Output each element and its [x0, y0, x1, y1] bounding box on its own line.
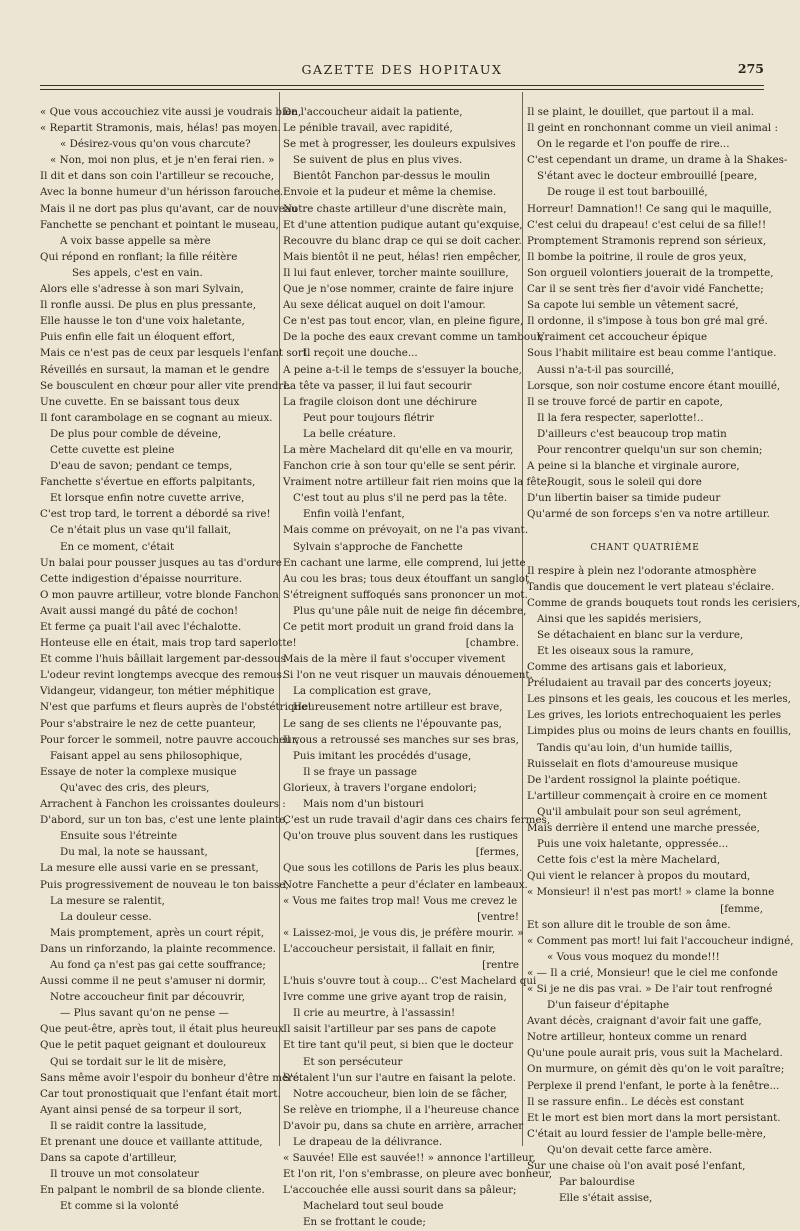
verse-line: — Plus savant qu'on ne pense — [60, 1007, 229, 1020]
verse-line: Mais il ne dort pas plus qu'avant, car de nouveau [40, 202, 298, 215]
verse-line: Peut pour toujours flétrir [303, 411, 434, 424]
verse-line: Fanchette se penchant et pointant le museau, [40, 218, 279, 231]
verse-line: Tandis que doucement le vert plateau s'éclaire. [527, 580, 775, 593]
verse-line: C'était au lourd fessier de l'ample belle-mère, [527, 1127, 767, 1140]
verse-line: Le pénible travail, avec rapidité, [283, 122, 453, 135]
verse-line: Vraiment cet accoucheur épique [537, 331, 708, 344]
verse-line: Ce petit mort produit un grand froid dans la [283, 621, 514, 633]
verse-line: Il crie au meurtre, à l'assassin! [293, 1007, 456, 1020]
running-title: GAZETTE DES HOPITAUX [301, 62, 503, 77]
verse-line: Réveillés en sursaut, la maman et le gendre [40, 363, 270, 376]
verse-line: L'accoucheur persistait, il fallait en finir, [283, 942, 496, 955]
spacer [527, 522, 763, 530]
verse-line: Heureusement notre artilleur est brave, [293, 701, 503, 714]
verse-line: Il se fraye un passage [303, 765, 417, 778]
verse-line: Dans un rinforzando, la plainte recommence. [40, 942, 276, 955]
verse-line: Il respire à plein nez l'odorante atmosphère [527, 564, 757, 577]
verse-line: Il se plaint, le douillet, que partout il a mal. [527, 106, 755, 118]
verse-line: N'est que parfums et fleurs auprès de l'obstétrique! [40, 701, 312, 714]
verse-line: Dans sa capote d'artilleur, [40, 1152, 177, 1165]
verse-line: Limpides plus ou moins de leurs chants en fouillis, [527, 725, 792, 738]
verse-line: Il la fera respecter, saperlotte!.. [537, 411, 704, 424]
verse-line: De la poche des eaux crevant comme un tambour, [283, 331, 544, 344]
verse-line: « Monsieur! il n'est pas mort! » clame la bonne [527, 886, 775, 899]
verse-line: « Que vous accouchiez vite aussi je voudrais bien, [40, 106, 302, 118]
verse-line: Car tout pronostiquait que l'enfant était mort. [40, 1087, 281, 1100]
verse-line: Plus qu'une pâle nuit de neige fin décembre, [293, 604, 527, 617]
verse-line: La fragile cloison dont une déchirure [283, 395, 478, 408]
verse-line: [rentre [482, 958, 519, 971]
verse-line: Et son persécuteur [303, 1055, 403, 1068]
verse-line: L'odeur revint longtemps avecque des remous. [40, 669, 286, 682]
verse-line: D'avoir pu, dans sa chute en arrière, arracher [283, 1119, 524, 1132]
verse-line: Il trouve un mot consolateur [50, 1168, 199, 1181]
verse-line: C'est celui du drapeau! c'est celui de sa fille!! [527, 218, 767, 231]
verse-line: Horreur! Damnation!! Ce sang qui le maquille, [527, 202, 772, 215]
verse-line: Ivre comme une grive ayant trop de raisin, [283, 991, 507, 1004]
verse-line: Qui se tordait sur le lit de misère, [50, 1055, 227, 1068]
verse-line: En palpant le nombril de sa blonde cliente. [40, 1184, 265, 1197]
verse-line: « Vous vous moquez du monde!!! [547, 950, 720, 963]
verse-line: Vraiment notre artilleur fait rien moins que la fête, [283, 476, 550, 489]
verse-line: Que peut-être, après tout, il était plus heureux [40, 1023, 284, 1036]
verse-line: On le regarde et l'on pouffe de rire... [537, 138, 730, 151]
verse-line: Que sous les cotillons de Paris les plus beaux. [283, 862, 523, 875]
verse-line: « Laissez-moi, je vous dis, je préfère mourir. » [283, 926, 524, 939]
verse-line: « Vous me faites trop mal! Vous me crevez le [283, 894, 518, 907]
verse-line: Recouvre du blanc drap ce qui se doit cacher. [283, 234, 522, 247]
verse-line: Au cou les bras; tous deux étouffant un sanglot [283, 572, 530, 585]
verse-line: Et les oiseaux sous la ramure, [537, 645, 694, 657]
verse-line: L'artilleur commençait à croire en ce moment [527, 789, 768, 802]
text-column-middle [283, 104, 553, 1231]
verse-line: Pour forcer le sommeil, notre pauvre accoucheur, [40, 733, 299, 746]
verse-line: De l'accoucheur aidait la patiente, [283, 106, 463, 118]
verse-line: Il ordonne, il s'impose à tous bon gré mal gré. [527, 315, 768, 328]
verse-line: Aussi n'a-t-il pas sourcillé, [537, 363, 675, 376]
verse-line: Mais ce n'est pas de ceux par lesquels l'enfant sort. [40, 347, 311, 360]
verse-line: Car il se sent très fier d'avoir vidé Fanchette; [527, 283, 764, 296]
verse-line: Glorieux, à travers l'organe endolori; [283, 781, 477, 794]
verse-line: Ainsi que les sapidés merisiers, [537, 612, 702, 625]
verse-line: L'accouchée elle aussi sourit dans sa pâleur; [283, 1184, 517, 1197]
verse-line: Au fond ça n'est pas gai cette souffrance; [50, 958, 266, 971]
verse-line: A voix basse appelle sa mère [60, 234, 211, 247]
page-number: 275 [737, 61, 764, 76]
verse-line: Le sang de ses clients ne l'épouvante pas, [283, 717, 502, 730]
verse-line: Il se rassure enfin.. Le décès est constant [527, 1095, 744, 1108]
verse-line: Machelard tout seul boude [303, 1200, 444, 1213]
verse-line: La belle créature. [303, 427, 396, 440]
verse-line: Qu'une poule aurait pris, vous suit la Machelard. [527, 1047, 783, 1060]
verse-line: S'étreignent suffoqués sans prononcer un mot. [283, 588, 528, 601]
verse-line: Et lorsque enfin notre cuvette arrive, [50, 492, 245, 505]
verse-line: En se frottant le coude; [303, 1216, 426, 1229]
verse-line: [chambre. [465, 637, 519, 650]
section-heading: CHANT QUATRIÈME [590, 543, 700, 554]
verse-line: D'un libertin baiser sa timide pudeur [527, 492, 721, 505]
verse-line: Notre Fanchette a peur d'éclater en lambeaux. [283, 878, 528, 891]
verse-line: On murmure, on gémit dès qu'on le voit paraître; [527, 1063, 785, 1076]
verse-line: Sylvain s'approche de Fanchette [293, 540, 463, 553]
verse-line: En cachant une larme, elle comprend, lui jette [283, 556, 526, 569]
verse-line: D'un faiseur d'épitaphe [547, 999, 670, 1012]
verse-line: Les grives, les loriots entrechoquaient les perles [527, 709, 782, 722]
text-column-left [40, 104, 312, 1214]
verse-line: C'est trop tard, le torrent a débordé sa rive! [40, 508, 271, 521]
verse-line: En ce moment, c'était [60, 540, 175, 553]
verse-line: Du mal, la note se haussant, [60, 846, 208, 859]
verse-line: Et son allure dit le trouble de son âme. [527, 918, 731, 931]
verse-line: Il reçoit une douche... [303, 347, 418, 360]
verse-line: Notre artilleur, honteux comme un renard [527, 1031, 747, 1044]
verse-line: Ses appels, c'est en vain. [72, 266, 203, 279]
verse-line: D'eau de savon; pendant ce temps, [50, 460, 233, 473]
verse-line: Ce n'était plus un vase qu'il fallait, [50, 524, 232, 537]
verse-line: Ruisselait en flots d'amoureuse musique [527, 757, 738, 770]
verse-line: Il se raidit contre la lassitude, [50, 1119, 207, 1132]
verse-line: Puis enfin elle fait un éloquent effort, [40, 331, 236, 344]
text-column-right [527, 104, 800, 1206]
verse-line: Que le petit paquet geignant et douloureux [40, 1039, 266, 1052]
verse-line: Si l'on ne veut risquer un mauvais dénouement. [283, 669, 533, 682]
verse-line: Il se trouve forcé de partir en capote, [527, 395, 723, 408]
verse-line: « Non, moi non plus, et je n'en ferai rien. » [50, 154, 275, 167]
header-rule [40, 85, 764, 86]
verse-line: Mais derrière il entend une marche pressée, [527, 822, 760, 835]
verse-line: « — Il a crié, Monsieur! que le ciel me confonde [527, 966, 778, 979]
verse-line: La douleur cesse. [60, 910, 152, 923]
verse-line: Il vous a retroussé ses manches sur ses bras, [283, 733, 519, 746]
verse-line: Il font carambolage en se cognant au mieux. [40, 411, 273, 424]
verse-line: Notre accoucheur, bien loin de se fâcher, [293, 1087, 508, 1100]
verse-line: Qu'armé de son forceps s'en va notre artilleur. [527, 508, 770, 521]
verse-line: Par balourdise [559, 1176, 635, 1189]
verse-line: Cette indigestion d'épaisse nourriture. [40, 572, 243, 585]
verse-line: Il saisit l'artilleur par ses pans de capote [283, 1023, 497, 1036]
verse-line: D'ailleurs c'est beaucoup trop matin [537, 427, 727, 440]
verse-line: Un balai pour pousser jusques au tas d'ordure [40, 556, 282, 569]
verse-line: Ayant ainsi pensé de sa torpeur il sort, [40, 1103, 243, 1116]
verse-line: C'est un rude travail d'agir dans ces chairs fermes, [283, 814, 551, 827]
verse-line: L'huis s'ouvre tout à coup... C'est Machelard qui [283, 975, 537, 988]
verse-line: De plus pour comble de déveine, [50, 427, 222, 440]
verse-line: Qui répond en ronflant; la fille réitère [40, 250, 238, 263]
verse-line: Notre accoucheur finit par découvrir, [50, 991, 245, 1004]
verse-line: Envoie et la pudeur et même la chemise. [283, 186, 497, 199]
verse-line: Se suivent de plus en plus vives. [293, 154, 463, 167]
verse-line: O mon pauvre artilleur, votre blonde Fanchon [40, 588, 279, 601]
verse-line: A peine si la blanche et virginale aurore, [527, 460, 740, 473]
verse-line: Il geint en ronchonnant comme un vieil animal : [527, 122, 778, 135]
verse-line: Elle hausse le ton d'une voix haletante, [40, 315, 245, 328]
page-header [40, 60, 764, 82]
verse-line: Le drapeau de la délivrance. [293, 1136, 443, 1148]
verse-line: La tête va passer, il lui faut secourir [283, 379, 472, 392]
verse-line: Mais de la mère il faut s'occuper vivement [283, 653, 506, 666]
verse-line: Et le mort est bien mort dans la mort persistant. [527, 1111, 781, 1124]
verse-line: « Repartit Stramonis, mais, hélas! pas moyen. [40, 122, 281, 135]
verse-line: « Sauvée! Elle est sauvée!! » annonce l'artilleur, [283, 1152, 536, 1165]
verse-line: Bientôt Fanchon par-dessus le moulin [293, 170, 491, 183]
verse-line: Préludaient au travail par des concerts joyeux; [527, 677, 772, 690]
verse-line: « Désirez-vous qu'on vous charcute? [60, 138, 251, 151]
verse-line: Cette fois c'est la mère Machelard, [537, 854, 721, 867]
verse-line: [fermes, [475, 846, 519, 859]
verse-line: Comme des artisans gais et laborieux, [527, 661, 727, 674]
header-rule-secondary [40, 89, 764, 90]
verse-line: De l'ardent rossignol la plainte poétique. [527, 773, 741, 786]
verse-line: Puis imitant les procédés d'usage, [293, 749, 472, 762]
verse-line: Comme de grands bouquets tout ronds les cerisiers, [527, 596, 800, 609]
verse-line: Il ronfle aussi. De plus en plus pressante, [40, 299, 257, 312]
verse-line: Il bombe la poitrine, il roule de gros yeux, [527, 250, 747, 263]
verse-line: La mesure se ralentit, [50, 894, 165, 907]
verse-line: Et tire tant qu'il peut, si bien que le docteur [283, 1039, 514, 1052]
verse-line: A peine a-t-il le temps de s'essuyer la bouche, [283, 363, 522, 376]
verse-line: Et comme l'huis bâillait largement par-dessous [40, 653, 286, 666]
verse-line: La complication est grave, [293, 685, 432, 698]
verse-line: La mère Machelard dit qu'elle en va mourir, [283, 443, 514, 456]
verse-line: Avant décès, craignant d'avoir fait une gaffe, [527, 1015, 762, 1028]
verse-line: Pour rencontrer quelqu'un sur son chemin; [537, 443, 763, 456]
verse-line: Promptement Stramonis reprend son sérieux, [527, 234, 767, 247]
verse-line: Au sexe délicat auquel on doit l'amour. [283, 299, 486, 312]
verse-line: Son orgueil volontiers jouerait de la trompette, [527, 266, 774, 279]
verse-line: Se bousculent en chœur pour aller vite prendre [40, 379, 290, 392]
verse-line: Essaye de noter la complexe musique [40, 765, 237, 778]
verse-line: Pour s'abstraire le nez de cette puanteur, [40, 717, 256, 730]
verse-line: La mesure elle aussi varie en se pressant, [40, 862, 259, 875]
verse-line: Qui vient le relancer à propos du moutard, [527, 870, 751, 883]
verse-line: Se détachaient en blanc sur la verdure, [537, 628, 744, 641]
verse-line: Elle s'était assise, [559, 1192, 653, 1205]
verse-line: Fanchon crie à son tour qu'elle se sent périr. [283, 460, 517, 473]
verse-line: Puis progressivement de nouveau le ton baisse, [40, 878, 289, 891]
verse-line: Perplexe il prend l'enfant, le porte à la fenêtre... [527, 1079, 780, 1092]
verse-line: Qu'on trouve plus souvent dans les rustiques [283, 830, 518, 843]
column-separator [522, 92, 523, 1146]
verse-line: Lorsque, son noir costume encore étant mouillé, [527, 379, 781, 392]
verse-line: Ce n'est pas tout encor, vlan, en pleine figure, [283, 315, 524, 328]
verse-line: S'étalent l'un sur l'autre en faisant la pelote. [283, 1071, 516, 1084]
verse-line: Sur une chaise où l'on avait posé l'enfant, [527, 1160, 746, 1172]
column-separator [279, 92, 280, 1146]
verse-line: Les pinsons et les geais, les coucous et les merles, [527, 693, 791, 706]
verse-line: Mais bientôt il ne peut, hélas! rien empêcher, [283, 250, 521, 263]
verse-line: Aussi comme il ne peut s'amuser ni dormir, [40, 975, 266, 988]
verse-line: « Si je ne dis pas vrai. » De l'air tout renfrogné [527, 982, 773, 995]
verse-line: [femme, [720, 902, 763, 915]
verse-line: Et l'on rit, l'on s'embrasse, on pleure avec bonheur, [283, 1168, 553, 1181]
verse-line: Et d'une attention pudique autant qu'exquise, [283, 218, 523, 231]
verse-line: Il lui faut enlever, torcher mainte souillure, [283, 266, 509, 279]
verse-line: De rouge il est tout barbouillé, [547, 186, 708, 199]
verse-line: Qu'avec des cris, des pleurs, [60, 781, 210, 794]
verse-line: Arrachent à Fanchon les croissantes douleurs : [40, 798, 286, 811]
verse-line: Mais promptement, après un court répit, [50, 926, 265, 939]
verse-line: Tandis qu'au loin, d'un humide taillis, [537, 741, 733, 754]
verse-line: Et prenant une douce et vaillante attitude, [40, 1136, 263, 1148]
verse-line: Fanchette s'évertue en efforts palpitants, [40, 476, 256, 489]
verse-line: D'abord, sur un ton bas, c'est une lente plainte, [40, 814, 289, 827]
verse-line: Avait aussi mangé du pâté de cochon! [40, 604, 239, 617]
verse-line: C'est tout au plus s'il ne perd pas la tête. [293, 492, 508, 505]
verse-line: Vidangeur, vidangeur, ton métier méphitique [40, 685, 275, 698]
verse-line: Et comme si la volonté [60, 1200, 179, 1213]
verse-line: Sa capote lui semble un vêtement sacré, [527, 299, 739, 312]
verse-line: Cette cuvette est pleine [50, 443, 175, 456]
verse-line: Qu'on devait cette farce amère. [547, 1143, 713, 1156]
verse-line: Mais comme on prévoyait, on ne l'a pas vivant. [283, 524, 529, 537]
verse-line: Se met à progresser, les douleurs expulsives [283, 138, 516, 151]
verse-line: Une cuvette. En se baissant tous deux [40, 395, 240, 408]
verse-line: Honteuse elle en était, mais trop tard saperlotte! [40, 637, 297, 650]
verse-line: Sans même avoir l'espoir du bonheur d'être mère. [40, 1071, 303, 1084]
verse-line: Mais nom d'un bistouri [303, 798, 424, 811]
verse-line: Que je n'ose nommer, crainte de faire injure [283, 283, 514, 296]
verse-line: Puis une voix haletante, oppressée... [537, 838, 729, 851]
verse-line: S'étant avec le docteur embrouillé [peare, [537, 170, 758, 183]
verse-line: Alors elle s'adresse à son mari Sylvain, [40, 283, 244, 296]
verse-line: Sous l'habit militaire est beau comme l'antique. [527, 347, 777, 360]
verse-line: [ventre! [477, 910, 519, 923]
verse-line: Rougit, sous le soleil qui dore [547, 476, 702, 489]
verse-line: Enfin voilà l'enfant, [303, 508, 405, 521]
verse-line: Notre chaste artilleur d'une discrète main, [283, 202, 507, 215]
verse-line: Et ferme ça puait l'ail avec l'échalotte. [40, 621, 242, 633]
verse-line: Qu'il ambulait pour son seul agrément, [537, 805, 742, 818]
verse-line: Faisant appel au sens philosophique, [50, 749, 243, 762]
verse-line: Se relève en triomphe, il a l'heureuse chance [283, 1103, 520, 1116]
verse-line: « Comment pas mort! lui fait l'accoucheur indigné, [527, 934, 794, 947]
verse-line: Avec la bonne humeur d'un hérisson farouche. [40, 186, 284, 199]
verse-line: Il dit et dans son coin l'artilleur se recouche, [40, 170, 275, 183]
verse-line: C'est cependant un drame, un drame à la Shakes- [527, 154, 788, 167]
verse-line: Ensuite sous l'étreinte [60, 830, 178, 843]
